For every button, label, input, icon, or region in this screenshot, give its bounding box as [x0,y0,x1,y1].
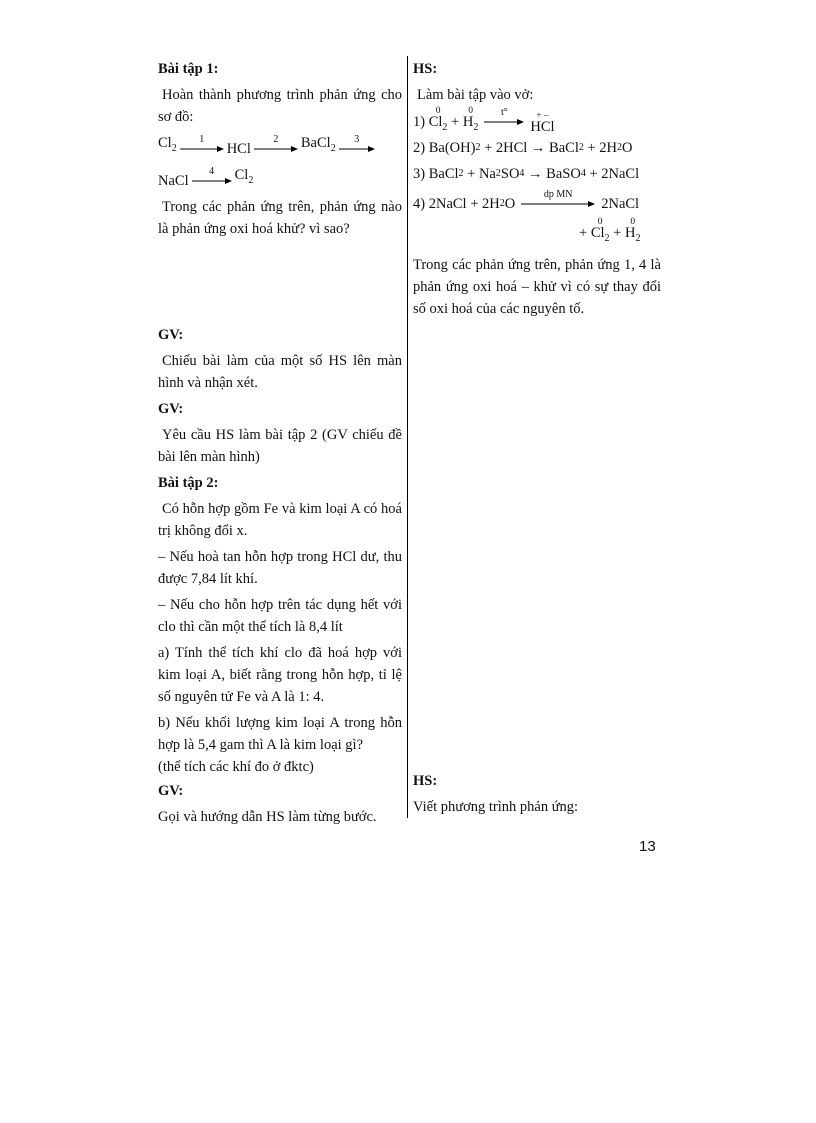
scheme-arrow-4: 4 [192,170,232,192]
exercise-1-prompt: Hoàn thành phương trình phản ứng cho sơ đồ: [158,87,402,125]
exercise-2-intro: Có hỗn hợp gồm Fe và kim loại A có hoá trị không đổi x. [158,500,402,539]
scheme-cl2-end: Cl [234,166,249,183]
equation-4-arrow: dp MN [521,193,595,215]
column-divider [407,56,408,818]
reaction-scheme: $Cl_2$ 1 HCl 2 BaCl$_2$ 3 [158,132,402,160]
exercise-2-note: (thể tích các khí đo ở đktc) [158,758,314,775]
left-column [158,58,402,828]
gv-instruction-2: Yêu cầu HS làm bài tập 2 (GV chiếu đề bài lên màn hình) [158,426,402,465]
exercise-2-condition-1: – Nếu hoà tan hỗn hợp trong HCl dư, thu được 7,84 lít khí. [158,548,402,587]
page-number: 13 [639,838,656,855]
exercise-2-title: Bài tập 2: [158,474,219,491]
hs-instruction-2: Viết phương trình phản ứng: [413,799,579,815]
hs-conclusion: Trong các phản ứng trên, phản ứng 1, 4 là phản ứng oxi hoá – khử vì có sự thay đổi số oxi hoá của các nguyên tố. [413,256,661,317]
equation-2: 2) Ba(OH) 2 + 2HCl → BaCl 2 + 2H 2 O [413,137,661,159]
exercise-2-question-a: a) Tính thể tích khí clo đã hoá hợp với kim loại A, biết rằng trong hỗn hợp, tỉ lệ số nguyên tử Fe và A là 1: 4. [158,644,402,705]
scheme-cl2: Cl [158,135,172,151]
exercise-2-condition-2: – Nếu cho hỗn hợp trên tác dụng hết với clo thì cần một thể tích là 8,4 lít [158,596,402,635]
scheme-nacl: NaCl [158,172,189,189]
scheme-arrow-2: 2 [254,138,298,160]
scheme-hcl: HCl [226,140,251,157]
exercise-1-title: Bài tập 1: [158,61,219,77]
equation-1-arrow: t° [484,111,524,133]
reaction-scheme-line-2: NaCl 4 $Cl_2$ [158,164,402,192]
gv-instruction-3: Gọi và hướng dẫn HS làm từng bước. [158,808,377,825]
right-column [413,58,661,320]
scheme-bacl2: BaCl [300,135,331,151]
gv-label-2: GV: [158,400,184,417]
exercise-2-question-b: b) Nếu khối lượng kim loại A trong hỗn hợp là 5,4 gam thì A là kim loại gì? [158,714,402,753]
equation-4: 4) 2NaCl + 2H 2 O dp MN 2NaCl [413,193,661,215]
arrow-icon: → [530,139,546,156]
gv-label-1: GV: [158,326,184,343]
scheme-arrow-3: 3 [339,138,375,160]
exercise-1-question: Trong các phản ứng trên, phản ứng nào là phản ứng oxi hoá khử? vì sao? [158,198,402,237]
gv-instruction-1: Chiếu bài làm của một số HS lên màn hình và nhận xét. [158,352,402,391]
hs-label-1: HS: [413,61,438,77]
equation-4-products: + 0 $Cl_2$ + 0 $H_2$ [579,216,641,244]
scheme-arrow-1: 1 [180,138,224,160]
arrow-icon: → [528,165,543,182]
equation-3: 3) BaCl 2 + Na 2 SO 4 → BaSO 4 + 2NaCl [413,163,661,185]
right-column-bottom [413,770,661,818]
equation-1: 1) 0 $Cl_2$ + 0 $H_2$ t° + – HCl [413,106,555,135]
hs-intro: Làm bài tập vào vở: [417,87,534,103]
gv-label-3: GV: [158,782,184,799]
hs-label-2: HS: [413,773,438,789]
